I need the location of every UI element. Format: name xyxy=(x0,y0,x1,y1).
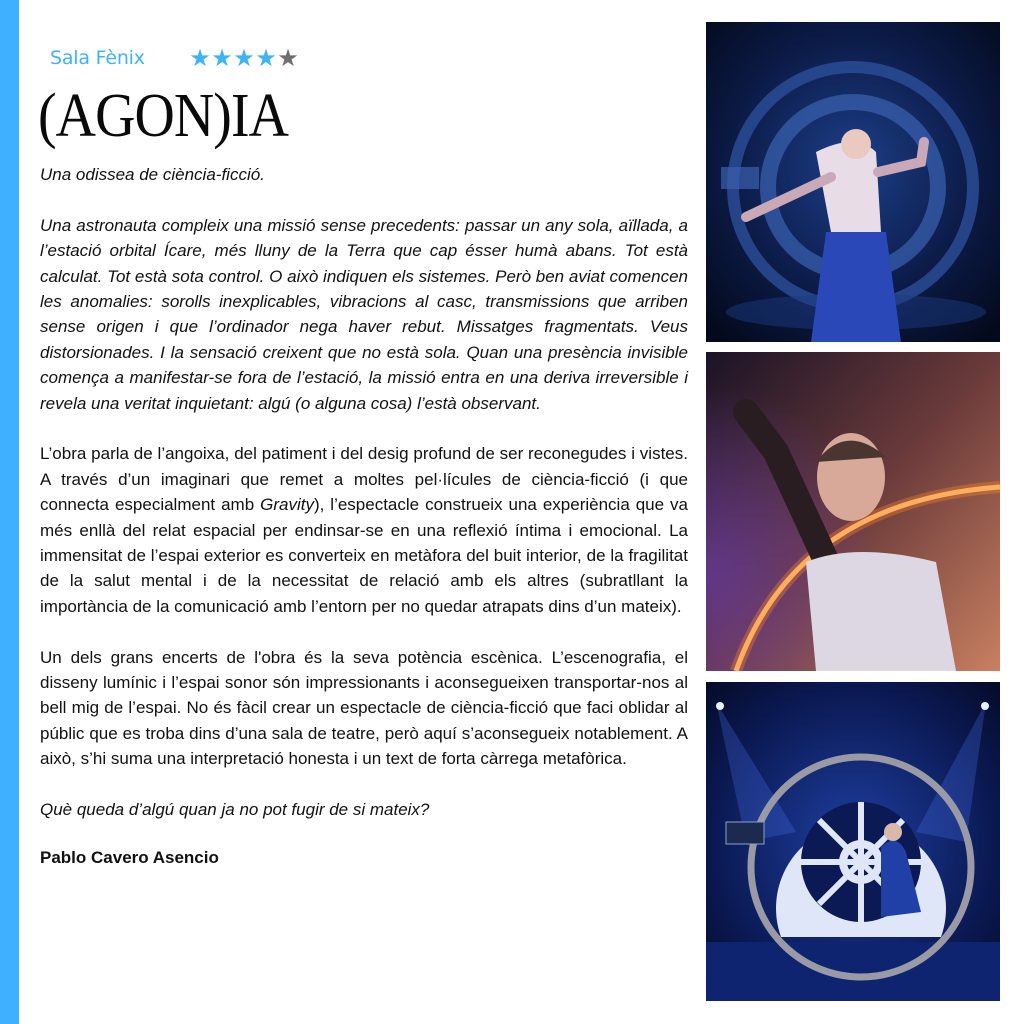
header-row xyxy=(50,43,145,73)
closing-question: Què queda d’algú quan ja no pot fugir de si mateix? xyxy=(40,800,430,820)
analysis-paragraph xyxy=(40,441,688,619)
review-subtitle: Una odissea de ciència-ficció. xyxy=(40,165,265,184)
star-filled-icon: ★ xyxy=(255,44,277,72)
review-body xyxy=(40,162,688,870)
accent-side-bar xyxy=(0,0,19,1024)
staging-paragraph: Un dels grans encerts de l'obra és la seva potència escènica. L’escenografia, el disseny lumínic i l’espai sonor són impressionants i aconsegueixen transportar-nos al bell mig de l’espai. No és fàcil crear un espectacle de ciència-ficció que faci oblidar al públic que es troba dins d’una sala de teatre, però aquí s’aconsegueix notablement. A això, s’hi suma una interpretació honesta i un text de forta càrrega metafòrica. xyxy=(40,647,688,769)
show-title: (AGON)IA xyxy=(38,82,289,150)
star-filled-icon: ★ xyxy=(233,44,255,72)
actress-orange-ring-photo xyxy=(706,352,1000,671)
star-filled-icon: ★ xyxy=(189,44,211,72)
venue-label: Sala Fènix xyxy=(50,47,145,69)
author-name: Pablo Cavero Asencio xyxy=(40,847,219,867)
stage-set-wide-photo xyxy=(706,682,1000,1001)
film-title-gravity: Gravity xyxy=(260,495,314,515)
star-filled-icon: ★ xyxy=(211,44,233,72)
analysis-text-end: ), l’espectacle construeix una experiència que va més enllà del relat espacial per endinsar-se en una reflexió íntima i emocional. La immensitat de l’espai exterior es converteix en metàfora del buit interior, de la fragilitat de la salut mental i de la necessitat de relació amb els altres (subratllant la importància de la comunicació amb l’entorn per no quedar atrapats dins d’un mateix). xyxy=(40,495,689,616)
star-rating xyxy=(189,45,299,71)
synopsis-paragraph: Una astronauta compleix una missió sense precedents: passar un any sola, aïllada, a l’estació orbital Ícare, més lluny de la Terra que cap ésser humà abans. Tot està calculat. Tot està sota control. O això indiquen els sistemes. Però ben aviat comencen les anomalies: sorolls inexplicables, vibracions al casc, transmissions que arriben sense origen i que l’ordinador nega haver rebut. Missatges fragmentats. Veus distorsionades. I la sensació creixent que no està sola. Quan una presència invisible comença a manifestar-se fora de l’estació, la missió entra en una deriva irreversible i revela una veritat inquietant: algú (o alguna cosa) l’està observant. xyxy=(40,215,688,413)
astronaut-blue-hatch-photo xyxy=(706,22,1000,342)
star-empty-icon: ★ xyxy=(277,44,299,72)
analysis-text-start: L’obra parla de l’angoixa, del patiment i del desig profund de ser reconegudes i vistes. A través d’un imaginari que remet a moltes pel·lícules de ciència-ficció (i que connecta especialment amb xyxy=(40,444,688,515)
